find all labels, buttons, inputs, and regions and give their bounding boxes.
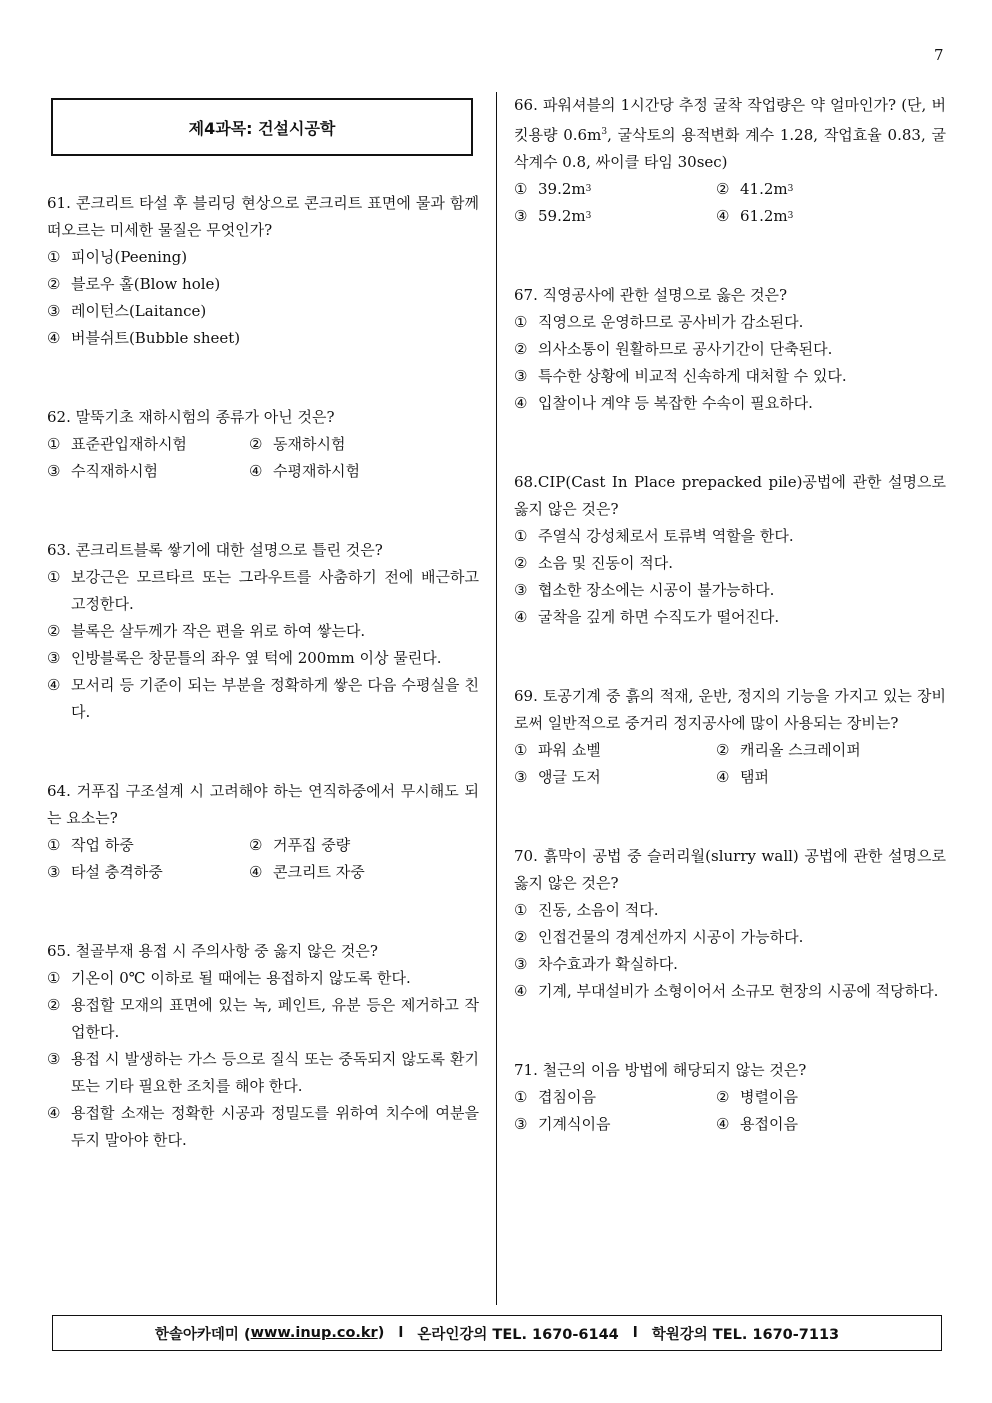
question-64: [47, 778, 479, 886]
option-3: ③ 차수효과가 확실하다.: [514, 955, 678, 973]
option-3: ③ 협소한 장소에는 시공이 불가능하다.: [514, 581, 775, 599]
option-4: ④ 용접할 소재는 정확한 시공과 정밀도를 위하여 치수에 여분을 두지 말아야 한다.: [47, 1104, 479, 1149]
question-69: [514, 683, 946, 791]
question-text: 63. 콘크리트블록 쌓기에 대한 설명으로 틀린 것은?: [47, 541, 383, 559]
question-63: [47, 537, 479, 726]
footer-separator: l: [632, 1325, 638, 1341]
option-4: ④ 모서리 등 기준이 되는 부분을 정확하게 쌓은 다음 수평실을 친다.: [47, 676, 479, 721]
question-71: [514, 1057, 946, 1138]
question-text: 70. 흙막이 공법 중 슬러리월(slurry wall) 공법에 관한 설명으로 옳지 않은 것은?: [514, 847, 946, 892]
option-2: ② 캐리올 스크레이퍼: [716, 741, 861, 759]
option-1: ① 피이닝(Peening): [47, 248, 188, 266]
subject-title-box: [51, 98, 473, 156]
question-68: [514, 469, 946, 631]
option-1: ① 주열식 강성체로서 토류벽 역할을 한다.: [514, 527, 794, 545]
option-3: ③ 용접 시 발생하는 가스 등으로 질식 또는 중독되지 않도록 환기 또는 기타 필요한 조치를 해야 한다.: [47, 1050, 479, 1095]
option-row: [47, 859, 479, 886]
option-2: ② 소음 및 진동이 적다.: [514, 554, 673, 572]
subject-title: 제4과목: 건설시공학: [188, 118, 336, 138]
option-2: ② 거푸집 중량: [249, 836, 351, 854]
online-lecture-phone: 온라인강의 TEL. 1670-6144: [417, 1326, 619, 1343]
left-column: [47, 92, 479, 1154]
option-2: ② 의사소통이 원활하므로 공사기간이 단축된다.: [514, 340, 833, 358]
option-3: ③ 인방블록은 창문틀의 좌우 옆 턱에 200mm 이상 물린다.: [47, 649, 442, 667]
question-text: 65. 철골부재 용접 시 주의사항 중 옳지 않은 것은?: [47, 942, 378, 960]
academy-name: 한솔아카데미 (: [154, 1326, 251, 1343]
option-3: ③ 기계식이음: [514, 1115, 611, 1133]
page-number: 7: [934, 46, 944, 64]
option-1: ① 진동, 소음이 적다.: [514, 901, 659, 919]
option-4: ④ 61.2m 3: [716, 207, 794, 225]
option-row: [514, 203, 946, 230]
option-1: ① 직영으로 운영하므로 공사비가 감소된다.: [514, 313, 804, 331]
option-4: ④ 용접이음: [716, 1115, 798, 1133]
option-row: [514, 1084, 946, 1111]
option-2: ② 용접할 모재의 표면에 있는 녹, 페인트, 유분 등은 제거하고 작업한다.: [47, 996, 479, 1041]
question-text: 64. 거푸집 구조설계 시 고려해야 하는 연직하중에서 무시해도 되는 요소는?: [47, 782, 479, 827]
option-4: ④ 기계, 부대설비가 소형이어서 소규모 현장의 시공에 적당하다.: [514, 982, 939, 1000]
question-66: [514, 92, 946, 230]
option-4: ④ 수평재하시험: [249, 462, 360, 480]
question-text: 71. 철근의 이음 방법에 해당되지 않는 것은?: [514, 1061, 807, 1079]
question-text: 67. 직영공사에 관한 설명으로 옳은 것은?: [514, 286, 788, 304]
option-3: ③ 특수한 상황에 비교적 신속하게 대처할 수 있다.: [514, 367, 847, 385]
question-text: 62. 말뚝기초 재하시험의 종류가 아닌 것은?: [47, 408, 335, 426]
option-4: ④ 콘크리트 자중: [249, 863, 365, 881]
option-row: [514, 1111, 946, 1138]
option-2: ② 동재하시험: [249, 435, 346, 453]
question-text: 69. 토공기계 중 흙의 적재, 운반, 정지의 기능을 가지고 있는 장비로써 일반적으로 중거리 정지공사에 많이 사용되는 장비는?: [514, 687, 946, 732]
question-text: 61. 콘크리트 타설 후 블리딩 현상으로 콘크리트 표면에 물과 함께 떠오르는 미세한 물질은 무엇인가?: [47, 194, 479, 239]
option-1: ① 작업 하중: [47, 836, 134, 854]
option-1: ① 파워 쇼벨: [514, 741, 601, 759]
option-row: [47, 431, 479, 458]
option-2: ② 41.2m 3: [716, 180, 794, 198]
question-text: 68.CIP(Cast In Place prepacked pile)공법에 관한 설명으로 옳지 않은 것은?: [514, 473, 946, 518]
academy-url-link[interactable]: www.inup.co.kr: [250, 1325, 378, 1341]
academy-close: ): [377, 1325, 385, 1341]
question-61: [47, 190, 479, 352]
option-1: ① 기온이 0℃ 이하로 될 때에는 용접하지 않도록 한다.: [47, 969, 411, 987]
question-62: [47, 404, 479, 485]
question-text: 66. 파워셔블의 1시간당 추정 굴착 작업량은 약 얼마인가? (단, 버킷용량 $0.6m^3$, 굴삭토의 용적변화 계수 1.28, 작업효율 0.83, 굴삭계수 0.8, 싸이클 타임 30sec): [514, 96, 946, 171]
option-2: ② 블록은 살두께가 작은 편을 위로 하여 쌓는다.: [47, 622, 366, 640]
option-3: ③ 앵글 도저: [514, 768, 601, 786]
footer-banner: [52, 1315, 942, 1351]
offline-lecture-phone: 학원강의 TEL. 1670-7113: [651, 1326, 840, 1343]
option-4: ④ 입찰이나 계약 등 복잡한 수속이 필요하다.: [514, 394, 813, 412]
option-1: ① 표준관입재하시험: [47, 435, 187, 453]
option-4: ④ 버블쉬트(Bubble sheet): [47, 329, 241, 347]
option-row: [514, 737, 946, 764]
option-row: [47, 832, 479, 859]
option-row: [47, 458, 479, 485]
column-divider: [496, 92, 497, 1305]
option-4: ④ 탬퍼: [716, 768, 769, 786]
option-2: ② 블로우 홀(Blow hole): [47, 275, 221, 293]
option-row: [514, 176, 946, 203]
option-3: ③ 수직재하시험: [47, 462, 158, 480]
option-3: ③ 타설 충격하중: [47, 863, 163, 881]
question-70: [514, 843, 946, 1005]
right-column: [514, 92, 946, 1138]
option-2: ② 인접건물의 경계선까지 시공이 가능하다.: [514, 928, 804, 946]
option-1: ① 겹침이음: [514, 1088, 596, 1106]
option-3: ③ 59.2m 3: [514, 207, 592, 225]
option-1: ① 39.2m 3: [514, 180, 592, 198]
question-67: [514, 282, 946, 417]
option-3: ③ 레이턴스(Laitance): [47, 302, 207, 320]
option-1: ① 보강근은 모르타르 또는 그라우트를 사춤하기 전에 배근하고 고정한다.: [47, 568, 479, 613]
option-2: ② 병렬이음: [716, 1088, 798, 1106]
option-4: ④ 굴착을 깊게 하면 수직도가 떨어진다.: [514, 608, 780, 626]
footer-separator: l: [398, 1325, 404, 1341]
question-65: [47, 938, 479, 1154]
option-row: [514, 764, 946, 791]
